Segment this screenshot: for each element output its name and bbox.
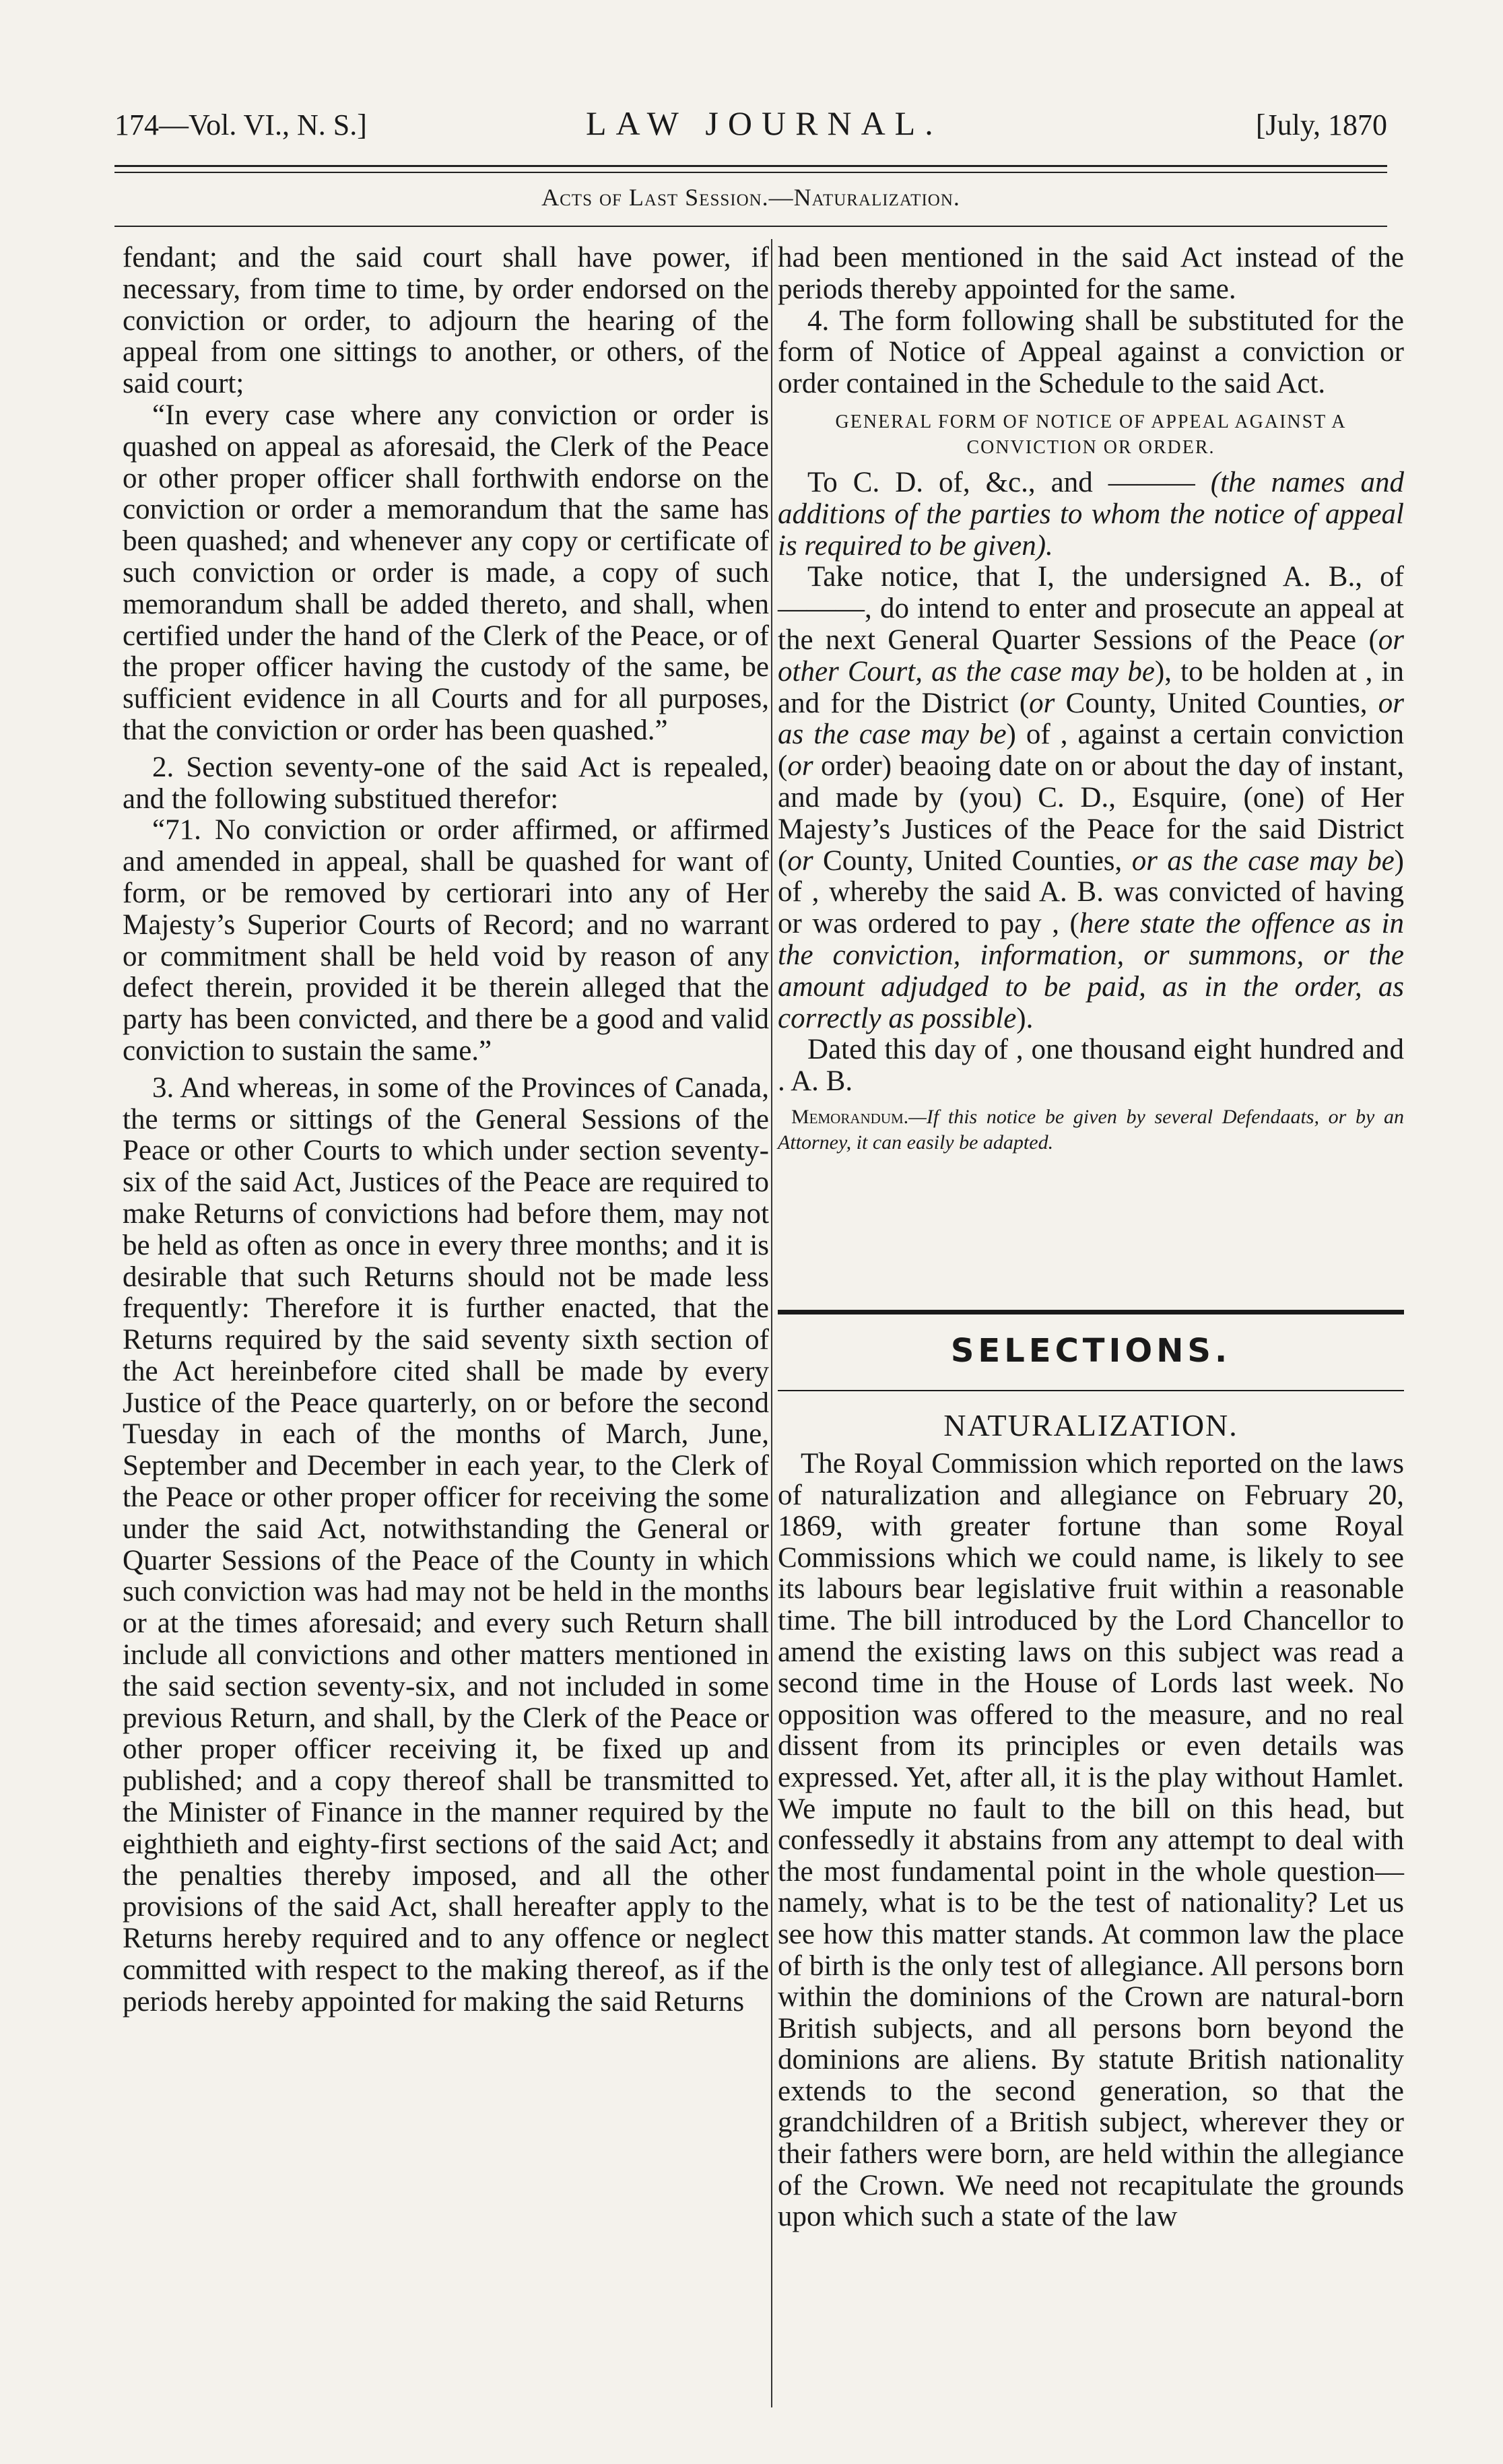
right-paragraph-1: had been mentioned in the said Act instead of the periods thereby appointed for the same. bbox=[778, 242, 1404, 305]
section-rule bbox=[114, 226, 1387, 227]
header-rule-top bbox=[114, 165, 1387, 167]
left-paragraph-2: “In every case where any conviction or order is quashed on appeal as aforesaid, the Clerk of the Peace or other proper officer shall forthwith endorse on the conviction or order a memorandum that the same has been quashed; and whenever any copy or certificate of such conviction or order is made, a copy of such memorandum shall be added thereto, and shall, when certified under the hand of the Clerk of the Peace, or of the proper officer having the custody of the same, be sufficient evidence in all Courts and for all purposes, that the conviction or order has been quashed.” bbox=[123, 399, 769, 746]
selections-section bbox=[778, 1310, 1404, 2233]
form-dated-line: Dated this day of , one thousand eight hundred and . A. B. bbox=[778, 1034, 1404, 1098]
header-rule-bottom bbox=[114, 172, 1387, 173]
right-column bbox=[778, 242, 1404, 1156]
column-divider bbox=[771, 239, 772, 2407]
article-body: The Royal Commission which reported on the laws of naturalization and allegiance on February 20, 1869, with greater fortune than some Royal Commissions which we could name, is likely to see its labours bear legislative fruit within a reasonable time. The bill introduced by the Lord Chancellor to amend the existing laws on this subject was read a second time in the House of Lords last week. No opposition was offered to the measure, and no real dissent from its principles or even details was expressed. Yet, after all, it is the play without Hamlet. We impute no fault to the bill on this head, but confessedly it abstains from any attempt to deal with the most fundamental point in the whole question—namely, what is to be the test of nationality? Let us see how this matter stands. At common law the place of birth is the only test of allegiance. All persons born within the dominions of the Crown are natural-born British subjects, and all persons born beyond the dominions are aliens. By statute British nationality extends to the second generation, so that the grandchildren of a British subject, wherever they or their fathers were born, are held within the allegiance of the Crown. We need not recapitulate the grounds upon which such a state of the law bbox=[778, 1448, 1404, 2233]
article-title: NATURALIZATION. bbox=[943, 1408, 1238, 1442]
form-memorandum: Memorandum.—If this notice be given by several Defendaats, or by an Attorney, it can easily be adapted. bbox=[778, 1105, 1404, 1154]
left-paragraph-3: 2. Section seventy-one of the said Act is repealed, and the following substitued therefor: bbox=[123, 751, 769, 815]
page-number-volume: 174—Vol. VI., N. S.] bbox=[114, 108, 367, 141]
right-paragraph-2: 4. The form following shall be substituted for the form of Notice of Appeal against a conviction or order contained in the Schedule to the said Act. bbox=[778, 304, 1404, 400]
left-paragraph-5: 3. And whereas, in some of the Provinces of Canada, the terms or sittings of the General Sessions of the Peace or other Courts to which under section seventy-six of the said Act, Justices of the Peace are required to make Returns of convictions had before them, may not be held as often as once in every three months; and it is desirable that such Returns should not be made less frequently: Therefore it is further enacted, that the Returns required by the said seventy sixth section of the Act hereinbefore cited shall be made by every Justice of the Peace quarterly, on or before the second Tuesday in each of the months of March, June, September and December in each year, to the Clerk of the Peace or other proper officer for receiving the some under the said Act, notwithstanding the General or Quarter Sessions of the Peace of the County in which such conviction was had may not be held in the months or at the times aforesaid; and every such Return shall include all convictions and other matters mentioned in the said section seventy-six, and not included in some previous Return, and shall, by the Clerk of the Peace or other proper officer receiving it, be fixed up and published; and a copy thereof shall be transmitted to the Minister of Finance in the manner required by the eighthieth and eighty-first sections of the said Act; and the penalties thereby imposed, and all the other provisions of the said Act, shall hereafter apply to the Returns hereby required and to any offence or neglect committed with respect to the making thereof, as if the periods hereby appointed for making the said Returns bbox=[123, 1071, 769, 2018]
selections-rule-thick bbox=[778, 1310, 1404, 1314]
left-paragraph-1: fendant; and the said court shall have power, if necessary, from time to time, by order endorsed on the conviction or order, to adjourn the hearing of the appeal from one sittings to another, or others, of the said court; bbox=[123, 242, 769, 400]
form-heading: GENERAL FORM OF NOTICE OF APPEAL AGAINST A CONVICTION OR ORDER. bbox=[835, 411, 1347, 458]
selections-rule-thin bbox=[778, 1390, 1404, 1391]
left-column bbox=[123, 242, 769, 2018]
selections-title: SELECTIONS. bbox=[950, 1332, 1232, 1370]
left-paragraph-4: “71. No conviction or order affirmed, or affirmed and amended in appeal, shall be quashed for want of form, or be removed by certiorari into any of Her Majesty’s Superior Courts of Record; and no warrant or commitment shall be held void by reason of any defect therein, provided it be therein alleged that the party has been convicted, and there be a good and valid conviction to sustain the same.” bbox=[123, 814, 769, 1067]
form-notice-body: Take notice, that I, the undersigned A. B., of ———, do intend to enter and prosecute an appeal at the next General Quarter Sessions of the Peace (or other Court, as the case may be), to be holden at , in and for the District (or County, United Counties, or as the case may be) of , against a certain conviction (or order) beaoing date on or about the day of instant, and made by (you) C. D., Esquire, (one) of Her Majesty’s Justices of the Peace for the said District (or County, United Counties, or as the case may be) of , whereby the said A. B. was convicted of having or was ordered to pay , (here state the offence as in the conviction, information, or summons, or the amount adjudged to be paid, as in the order, as correctly as possible). bbox=[778, 561, 1405, 1034]
issue-date: [July, 1870 bbox=[1255, 108, 1387, 141]
form-addressee: To C. D. of, &c., and ——— (the names and additions of the parties to whom the notice of appeal is required to be given). bbox=[778, 466, 1404, 562]
journal-title: LAW JOURNAL. bbox=[586, 104, 943, 142]
section-title: Acts of Last Session.—Naturalization. bbox=[541, 184, 960, 211]
running-header bbox=[114, 101, 1387, 155]
